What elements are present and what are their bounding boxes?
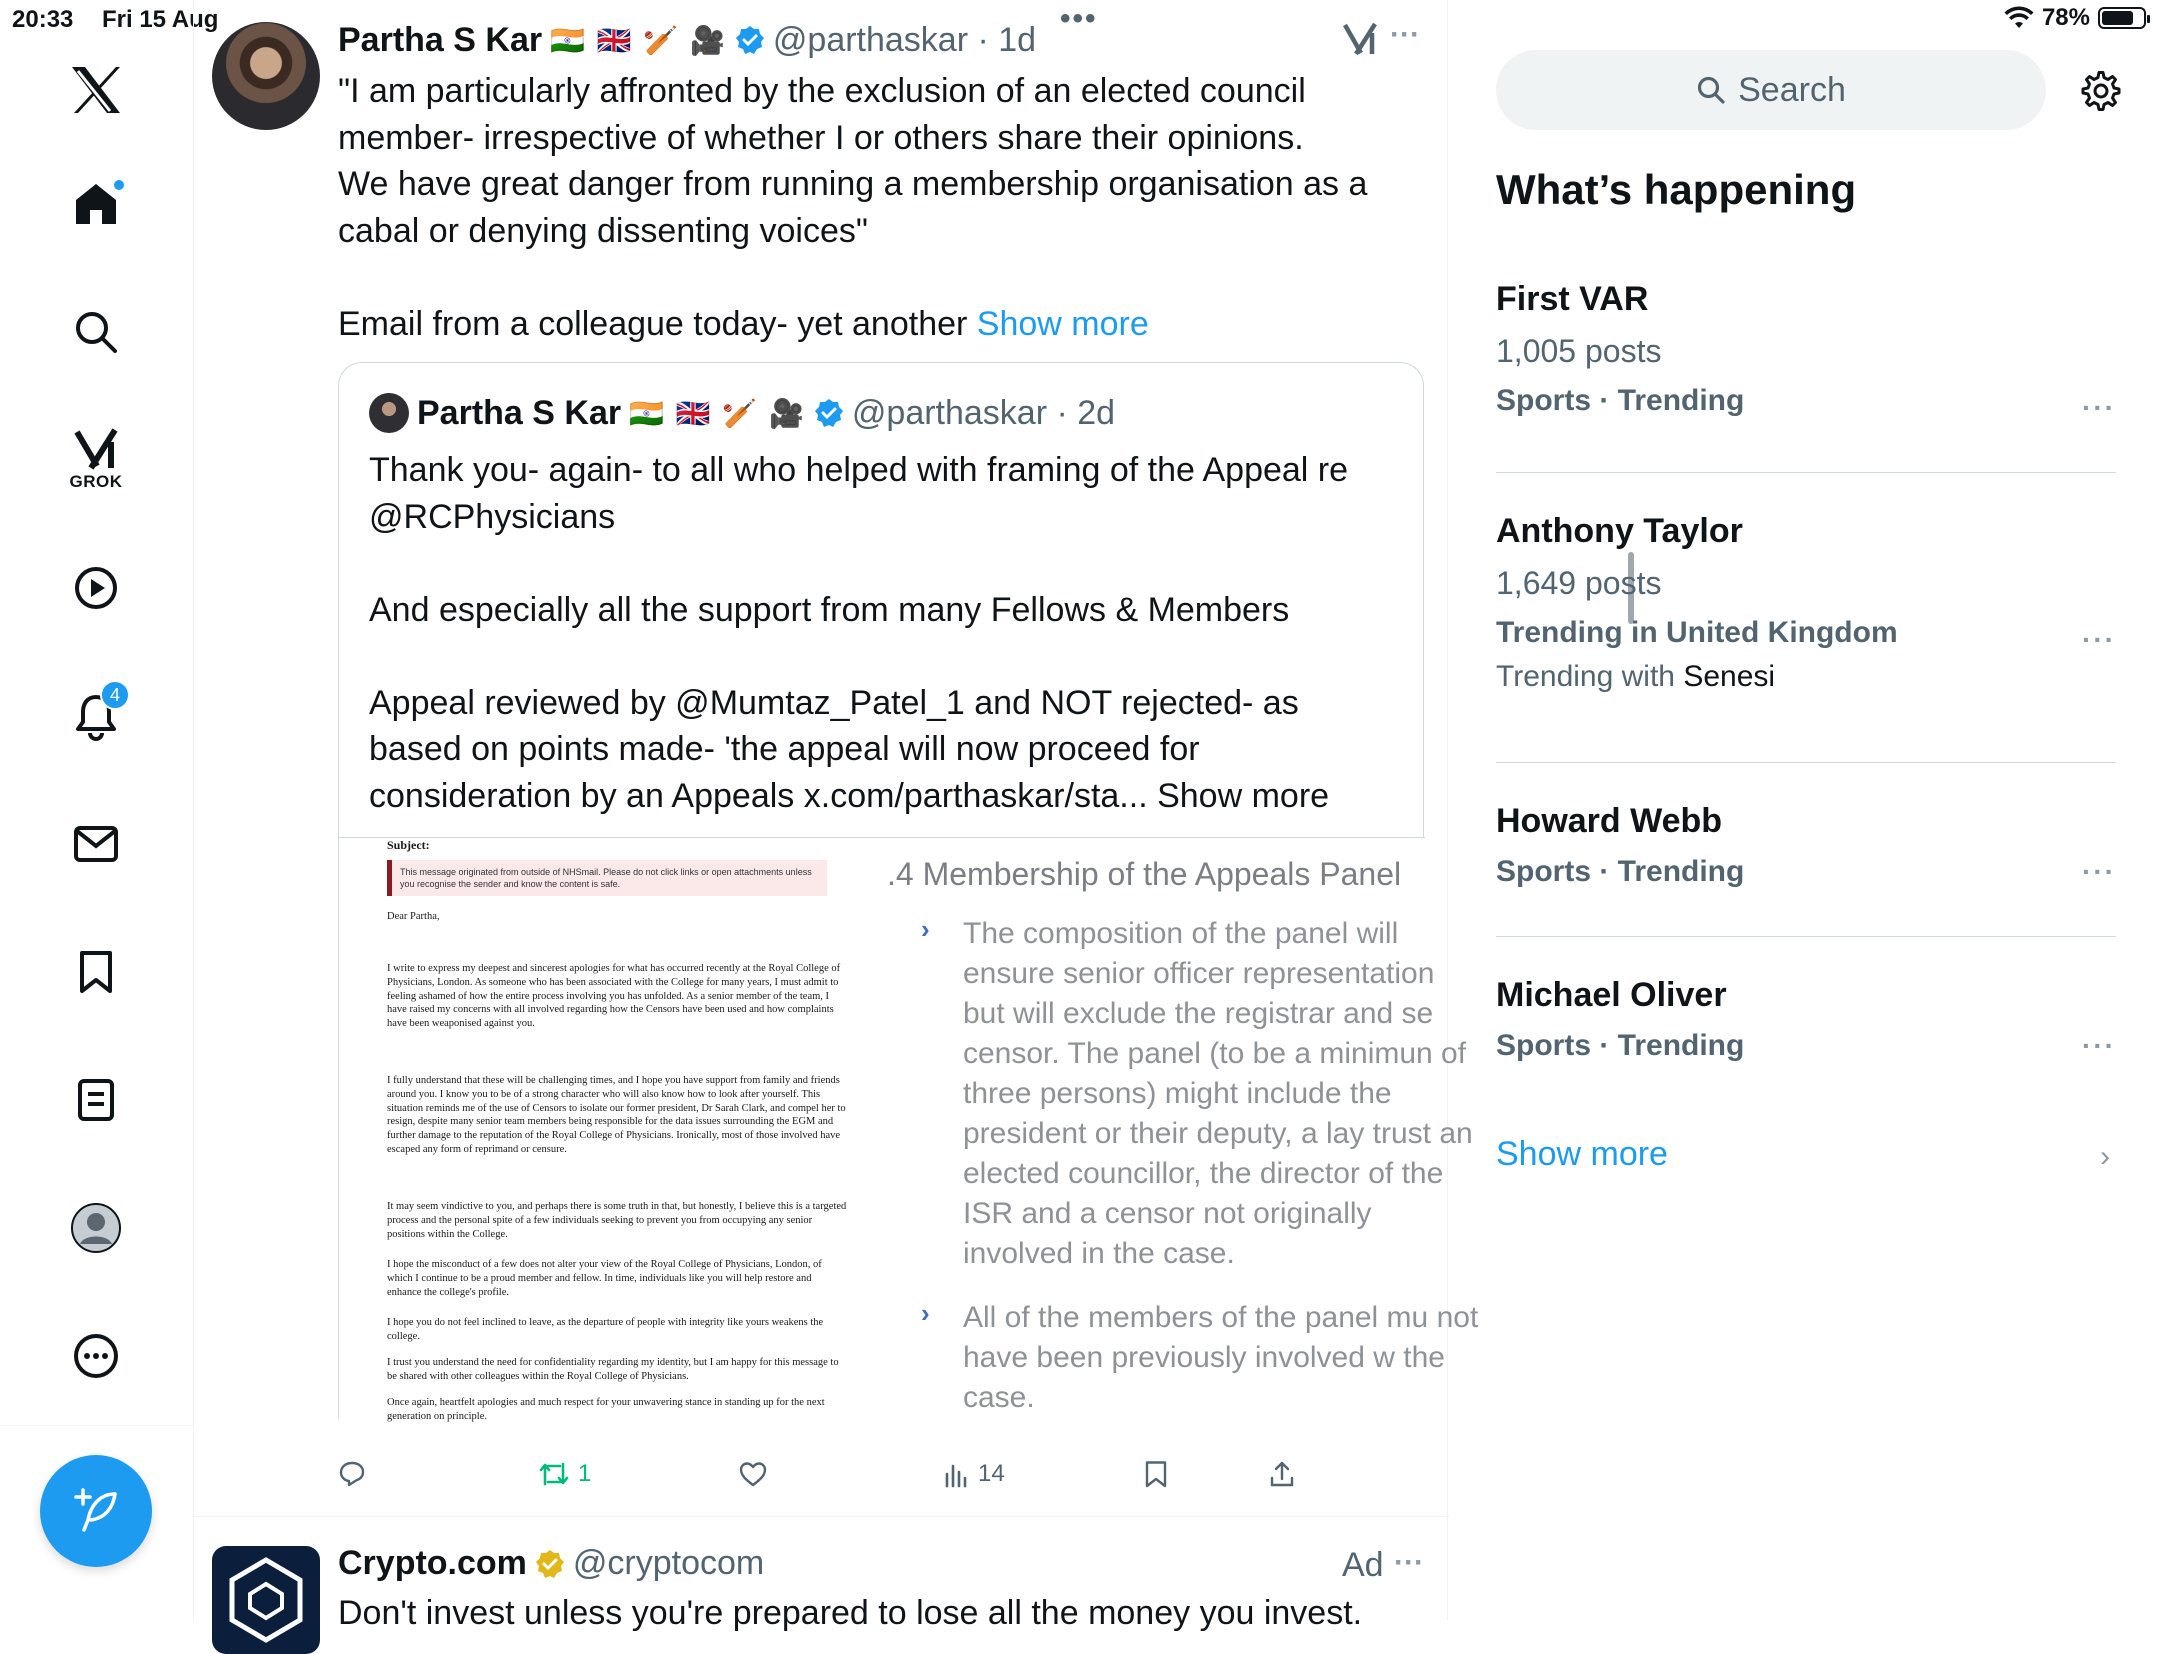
- quoted-tweet-card[interactable]: [338, 362, 1479, 1438]
- email-paragraph: Once again, heartfelt apologies and much respect for your unwavering stance in standing up for the next generation on principle.: [387, 1397, 825, 1422]
- cryptocom-shield-icon: [226, 1556, 306, 1644]
- quoted-author-flags: 🇮🇳 🇬🇧 🏏 🎥: [629, 397, 806, 429]
- verified-badge-icon: [735, 25, 765, 55]
- more-options-icon[interactable]: [56, 1316, 136, 1396]
- heart-icon: [738, 1460, 768, 1488]
- email-external-warning: This message originated from outside of NHSmail. Please do not click links or open attachments unless you recognise the sender and know the content is safe.: [387, 860, 827, 896]
- search-icon: [1696, 75, 1726, 105]
- trend-category: Trending in United Kingdom: [1496, 616, 1898, 649]
- email-paragraph: I fully understand that these will be challenging times, and I hope you have support from family and friends around you. I know you to be of a strong character who will also know how to look after yourself. This situation reminds me of the use of Censors to isolate our former president, Dr Sarah Clark, and compel her to resign, despite many senior team members being responsible for the data issues surrounding the EGM and further damage to the reputation of the Royal College of Physicians. Ironically, most of those involved have escaped any form of reprimand or censure.: [387, 1075, 846, 1155]
- trend-divider: [1496, 936, 2116, 937]
- right-sidebar: [1448, 0, 2160, 1620]
- quoted-handle-time: @parthaskar · 2d: [851, 393, 1116, 432]
- timeline-feed: [193, 0, 1479, 1632]
- ad-advertiser-name[interactable]: Crypto.com: [338, 1544, 527, 1582]
- email-paragraph: I hope you do not feel inclined to leave, as the departure of people with integrity like yours weakens the college.: [387, 1317, 824, 1342]
- bookmarks-icon[interactable]: [56, 932, 136, 1012]
- repost-icon: [538, 1460, 570, 1488]
- grok-label: GROK: [69, 472, 123, 491]
- search-placeholder: Search: [1738, 70, 1846, 109]
- trend-title: Howard Webb: [1496, 802, 1723, 840]
- ad-more-options-icon[interactable]: ···: [1394, 1546, 1424, 1579]
- share-button[interactable]: [1268, 1460, 1296, 1488]
- views-chart-icon: [944, 1460, 970, 1488]
- views-button[interactable]: [944, 1460, 1005, 1488]
- compose-post-button[interactable]: [40, 1455, 152, 1567]
- trend-item[interactable]: [1496, 512, 2116, 732]
- trend-with: [1496, 660, 2116, 694]
- quoted-author-avatar: [369, 393, 409, 433]
- trend-posts: 1,649 posts: [1496, 565, 1662, 601]
- left-nav: [0, 40, 193, 1620]
- doc-bullet-chevron-icon: ›: [921, 914, 930, 944]
- home-icon[interactable]: [56, 164, 136, 244]
- ad-label: Ad: [1342, 1546, 1384, 1584]
- trend-with-label: Trending with: [1496, 660, 1684, 693]
- email-paragraph: I hope the misconduct of a few does not alter your view of the Royal College of Physicians, London, of which I continue to be a proud member and fellow. In time, individuals like you will help restore and enhance the college's profile.: [387, 1259, 822, 1298]
- trend-item[interactable]: [1496, 802, 2116, 912]
- doc-bullet: The composition of the panel will ensure senior officer representation but will exclude the registrar and se censor. The panel (to be a minimun of three persons) might include the president or their deputy, a lay trust an elected councillor, the director of the ISR and a censor not originally involved in the case.: [963, 917, 1473, 1270]
- trend-more-options-icon[interactable]: ···: [2082, 856, 2116, 887]
- like-button[interactable]: [738, 1460, 768, 1488]
- trends-show-more-link[interactable]: Show more: [1496, 1135, 1668, 1173]
- trend-divider: [1496, 762, 2116, 763]
- lists-icon[interactable]: [56, 1060, 136, 1140]
- tweet-author-flags: 🇮🇳 🇬🇧 🏏 🎥: [550, 24, 727, 56]
- trend-with-value: Senesi: [1683, 660, 1776, 693]
- media-document-image[interactable]: [879, 838, 1479, 1439]
- trend-divider: [1496, 472, 2116, 473]
- views-count: 14: [978, 1460, 1005, 1487]
- tweet-text: [338, 68, 1398, 347]
- doc-bullet-chevron-icon: ›: [921, 1298, 930, 1328]
- trend-item[interactable]: [1496, 976, 2116, 1086]
- tweet-more-options-icon[interactable]: ···: [1390, 18, 1420, 51]
- grok-icon[interactable]: [56, 420, 136, 500]
- chevron-right-icon: ›: [2100, 1140, 2110, 1173]
- compose-feather-icon: [71, 1486, 121, 1536]
- ad-text: Don't invest unless you're prepared to lose all the money you invest.: [338, 1594, 1363, 1632]
- trend-more-options-icon[interactable]: ···: [2082, 392, 2116, 423]
- media-email-image[interactable]: [339, 838, 879, 1439]
- battery-percent: 78%: [2041, 4, 2090, 31]
- profile-avatar-icon[interactable]: [56, 1188, 136, 1268]
- tweet-actions: [338, 1460, 1398, 1500]
- email-paragraph: I write to express my deepest and sincerest apologies for what has occurred recently at the Royal College of Physicians, London. As someone who has been associated with the College for many years, I must admit to feeling ashamed of how the entire process involving you has unfolded. As a senior member of the team, I have raised my concerns with all involved regarding how the Censors have been used and how complaints have been weaponised against you.: [387, 963, 841, 1030]
- nav-divider: [0, 1425, 193, 1426]
- search-nav-icon[interactable]: [56, 292, 136, 372]
- reply-button[interactable]: [338, 1460, 366, 1488]
- tweet-handle-time[interactable]: @parthaskar · 1d: [772, 20, 1037, 59]
- tweet-body: "I am particularly affronted by the exclusion of an elected council member- irrespective of whether I or others share their opinions. We have great danger from running a membership organisation as a cabal or denying dissenting voices" Email from a colleague today- yet another: [338, 72, 1368, 343]
- ad-header: [338, 1544, 764, 1583]
- quoted-tweet-text: [369, 447, 1399, 819]
- quoted-tweet-header: [369, 393, 1115, 433]
- bookmark-button[interactable]: [1144, 1460, 1168, 1488]
- email-greeting: Dear Partha,: [387, 911, 440, 922]
- notifications-badge: 4: [100, 680, 130, 710]
- doc-bullet: All of the members of the panel mu not have been previously involved w the case.: [963, 1301, 1479, 1414]
- tweet-author-avatar[interactable]: [212, 22, 320, 130]
- video-play-icon[interactable]: [56, 548, 136, 628]
- tweet-divider: [194, 1516, 1449, 1517]
- status-time: 20:33: [12, 6, 74, 33]
- email-paragraph: It may seem vindictive to you, and perhaps there is some truth in that, but honestly, I believe this is a targeted process and the personal spite of a few individuals seeking to prevent you from occupying any senior positions within the College.: [387, 1201, 847, 1240]
- notifications-bell-icon[interactable]: [56, 676, 136, 756]
- email-subject-label: Subject:: [387, 838, 430, 852]
- repost-button[interactable]: [538, 1460, 591, 1488]
- trend-item[interactable]: [1496, 280, 2116, 440]
- reply-icon: [338, 1460, 366, 1488]
- quoted-body: Thank you- again- to all who helped with framing of the Appeal re @RCPhysicians And especially all the support from many Fellows & Members Appeal reviewed by @Mumtaz_Patel_1 and NOT rejected- as based on points made- 'the appeal will now proceed for consideration by an Appeals x.com/parthaskar/sta...: [369, 451, 1349, 815]
- grok-explain-icon[interactable]: [1342, 22, 1378, 56]
- trend-title: First VAR: [1496, 280, 1649, 318]
- quoted-author-name: Partha S Kar: [417, 393, 622, 432]
- trend-category: Sports · Trending: [1496, 855, 1745, 888]
- home-unread-dot: [112, 178, 126, 192]
- verified-badge-icon: [814, 398, 844, 428]
- quoted-media-grid: [339, 837, 1479, 1439]
- doc-section-title: .4 Membership of the Appeals Panel: [887, 856, 1402, 892]
- ad-handle[interactable]: @cryptocom: [572, 1544, 765, 1582]
- whats-happening-heading: What’s happening: [1496, 166, 1857, 213]
- trend-title: Michael Oliver: [1496, 976, 1727, 1014]
- explore-settings-button[interactable]: [2076, 66, 2126, 116]
- trend-posts: 1,005 posts: [1496, 333, 1662, 369]
- repost-count: 1: [578, 1460, 592, 1487]
- x-logo-icon[interactable]: [56, 50, 136, 130]
- trend-category: Sports · Trending: [1496, 1029, 1745, 1062]
- trend-title: Anthony Taylor: [1496, 512, 1743, 550]
- trend-category: Sports · Trending: [1496, 384, 1745, 417]
- tweet-show-more-link[interactable]: Show more: [976, 304, 1149, 343]
- email-paragraph: I trust you understand the need for confidentiality regarding my identity, but I am happy for this message to be shared with other colleagues within the Royal College of Physicians.: [387, 1357, 839, 1382]
- share-upload-icon: [1268, 1460, 1296, 1488]
- gear-icon: [2079, 69, 2123, 113]
- gold-verified-badge-icon: [535, 1549, 565, 1579]
- status-date: Fri 15 Aug: [102, 6, 219, 33]
- trend-more-options-icon[interactable]: ···: [2082, 1030, 2116, 1061]
- quoted-show-more[interactable]: Show more: [1157, 776, 1330, 815]
- search-input[interactable]: [1496, 50, 2046, 130]
- tweet-header: [338, 18, 1036, 62]
- ad-avatar-cryptocom-logo[interactable]: [212, 1546, 320, 1654]
- bookmark-icon: [1144, 1460, 1168, 1488]
- messages-envelope-icon[interactable]: [56, 804, 136, 884]
- trend-more-options-icon[interactable]: ···: [2082, 624, 2116, 655]
- drag-handle-dots[interactable]: •••: [1060, 2, 1098, 35]
- tweet-author-name[interactable]: Partha S Kar: [338, 20, 543, 59]
